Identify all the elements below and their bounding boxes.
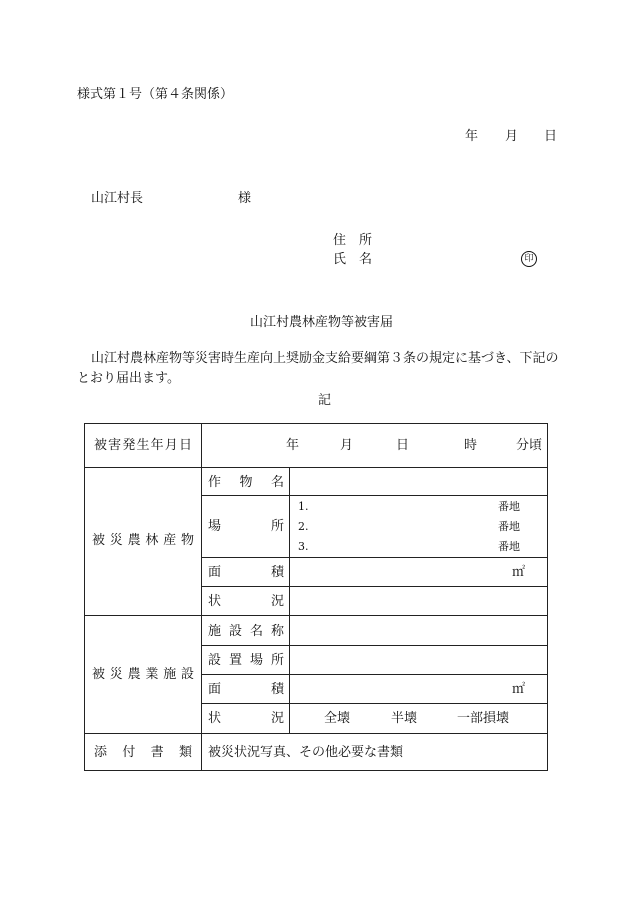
address-label: 住 所 xyxy=(333,233,373,248)
form-number: 様式第１号（第４条関係） xyxy=(77,87,234,102)
damage-report-table xyxy=(84,423,548,771)
crops-section-label: 被 災 農 林 産 物 xyxy=(92,533,194,548)
attachments-value: 被災状況写真、その他必要な書類 xyxy=(208,745,404,760)
occurrence-unit-minute: 分頃 xyxy=(516,438,543,453)
location-row-1-unit: 番地 xyxy=(498,500,520,513)
crop-status-label: 状 況 xyxy=(208,594,284,609)
addressee-honorific: 様 xyxy=(238,191,252,206)
date-year-label: 年 xyxy=(465,129,479,144)
status-option-half-loss: 半壊 xyxy=(391,711,418,726)
location-row-2-unit: 番地 xyxy=(498,520,520,533)
seal-mark: 印 xyxy=(521,251,537,267)
body-line-2: とおり届出ます。 xyxy=(77,371,180,386)
crop-area-unit: ㎡ xyxy=(512,565,526,580)
crop-area-label: 面 積 xyxy=(208,565,284,580)
facility-area-label: 面 積 xyxy=(208,682,284,697)
occurrence-unit-hour: 時 xyxy=(464,438,478,453)
crop-location-label: 場 所 xyxy=(208,519,284,534)
location-row-1-num: 1. xyxy=(298,500,309,513)
facility-name-label: 施 設 名 称 xyxy=(208,624,284,639)
facilities-section-label: 被 災 農 業 施 設 xyxy=(92,667,194,682)
occurrence-date-label: 被 害 発 生 年 月 日 xyxy=(94,438,192,453)
occurrence-unit-day: 日 xyxy=(396,438,410,453)
occurrence-unit-year: 年 xyxy=(286,438,300,453)
addressee-name: 山江村長 xyxy=(91,191,144,206)
status-option-partial-loss: 一部損壊 xyxy=(457,711,510,726)
status-option-total-loss: 全壊 xyxy=(324,711,351,726)
date-day-label: 日 xyxy=(544,129,558,144)
attachments-label: 添 付 書 類 xyxy=(94,745,192,760)
ki-label: 記 xyxy=(318,393,332,408)
body-line-1: 山江村農林産物等災害時生産向上奨励金支給要綱第３条の規定に基づき、下記の xyxy=(91,351,559,366)
location-row-3-num: 3. xyxy=(298,540,309,553)
name-label: 氏 名 xyxy=(333,252,373,267)
occurrence-unit-month: 月 xyxy=(340,438,354,453)
location-row-2-num: 2. xyxy=(298,520,309,533)
facility-status-label: 状 況 xyxy=(208,711,284,726)
document-title: 山江村農林産物等被害届 xyxy=(250,315,394,330)
facility-location-label: 設 置 場 所 xyxy=(208,653,284,668)
facility-area-unit: ㎡ xyxy=(512,682,526,697)
location-row-3-unit: 番地 xyxy=(498,540,520,553)
date-month-label: 月 xyxy=(505,129,519,144)
crop-name-label: 作 物 名 xyxy=(208,475,284,490)
